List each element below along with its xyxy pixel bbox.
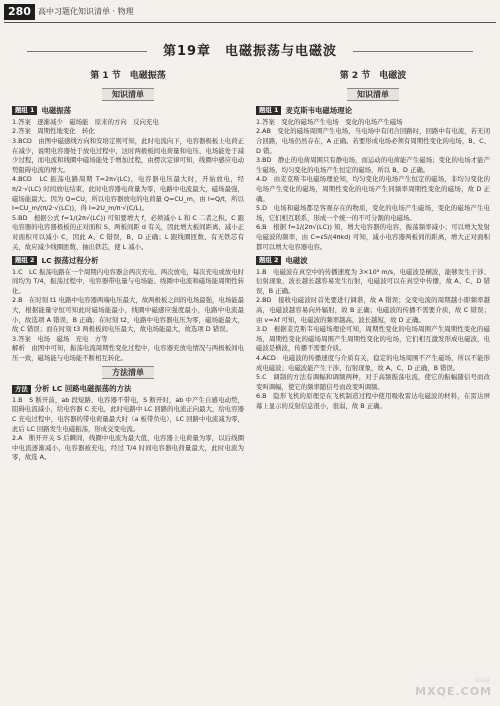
answer-paragraph: 4.ACD 电磁波的传播速度与介质有关，稳定的电场周围不产生磁场，所以不能形成电磁波；电磁波能产生干涉、衍射现象，故 A、C、D 正确，B 错误。 [256,354,490,372]
chapter-heading [0,40,500,59]
answer-paragraph: 4.BCD LC 振荡电路周期 T=2π√(LC)，电容器电压最大时，开始放电，经 π/2·√(LC) 时间放电结束，此时电容器电荷量为零，电路中电流最大，磁场最强，磁场能最大。因为 Q=CU，所以电容器放电的电荷量 Q=CU_m，由 I=Q/t，所以 I=CU_m/(π/2·√(LC))，得 I=2U_m/π·√(C/L)。 [12,175,244,213]
answer-paragraph: 2.BD 接收电磁波时首先要进行调谐，故 A 错误；交变电流的周期越小即频率越高，电磁波越容易向外辐射，故 B 正确；电磁波的传播不需要介质，故 C 错误；由 v=λf 可知，电磁波的频率越高，波长越短，故 D 正确。 [256,296,490,324]
topic-header [256,106,490,116]
topic-tag: 题组 1 [12,106,37,115]
left-column [12,70,244,463]
topic-tag: 题组 2 [12,256,37,265]
section-title-right: 第 2 节 电磁波 [339,71,407,81]
right-column [256,70,490,412]
answer-paragraph: 1.B 电磁波在真空中的传播速度为 3×10⁸ m/s，电磁波是横波，能够发生干涉、衍射现象，波长越长越容易发生衍射，电磁波可以在真空中传播，故 A、C、D 错误，B 正确。 [256,267,490,295]
topic-header [12,384,244,394]
knowledge-banner-left: 知识清单 [12,88,244,102]
answer-paragraph: 3.BD 静止的电荷周围只有静电场，而运动的电荷能产生磁场；变化的电场才能产生磁场，均匀变化的电场产生恒定的磁场，所以 B、D 正确。 [256,156,490,174]
topic-tag: 方法 [12,385,31,394]
topic-header [256,256,490,266]
answer-paragraph: 3.BCD 由图中磁感线方向和安培定则可知，此时电流向下，电容器极板上电荷正在减少，说明电容器处于放电过程中，这时两极板间电荷量和电压、电场能处于减少过程，而电流和线圈中磁场能处于增加过程，由楞次定律可知，线圈中感应电动势阻碍电流的增大。 [12,136,244,174]
answer-paragraph: 4.D 由麦克斯韦电磁场理论知，均匀变化的电场产生恒定的磁场，非均匀变化的电场产生变化的磁场，周期性变化的电场产生同频率周期性变化的磁场，故 D 正确。 [256,175,490,203]
watermark-sub: 答案圈 [474,678,490,684]
topic-header [12,106,244,116]
watermark-text: MXQE.COM [415,685,492,698]
chapter-line-left [27,51,147,52]
topic-title: 电磁波 [285,256,308,266]
chapter-title: 第19章 电磁振荡与电磁波 [162,44,338,59]
topic-title: LC 振荡过程分析 [41,256,99,266]
answer-paragraph: 2.A 断开开关 S 后瞬间，线圈中电流为最大值，电容器上电荷量为零，以后线圈中电流逐渐减小，电容器被充电，经过 T/4 时间电容器电荷量最大，此时电流为零，故选 A。 [12,434,244,462]
topic-tag: 题组 2 [256,256,281,265]
answer-paragraph: 3.答案 电场 磁场 充电 方等 [12,334,108,343]
answer-paragraph: 1.答案 变化的磁场产生电场 变化的电场产生磁场 [256,117,403,126]
knowledge-banner-right: 知识清单 [256,88,490,102]
chapter-line-right [353,51,473,52]
site-watermark [408,664,494,700]
answer-paragraph: 2.AB 变化的磁场周围产生电场，当电场中有闭合回路时，回路中有电流，若无闭合回路，电场仍然存在，A 正确。若要形成电场必须有周期性变化的电场，B、C、D 错。 [256,127,490,155]
topic-title: 麦克斯韦电磁场理论 [285,106,352,116]
header-rule [4,22,496,23]
answer-paragraph: 3.D 根据麦克斯韦电磁场理论可知，周期性变化的电场周围产生周期性变化的磁场，周期性变化的磁场周围产生周期性变化的电场，它们相互激发形成电磁波，电磁波是横波，传播不需要介质。 [256,325,490,353]
topic-header [12,256,244,266]
answer-paragraph: 2.答案 周期性地变化 转化 [12,127,95,136]
answer-paragraph: 6.B 隐形飞机的原理是在飞机制造过程中使用吸收雷达电磁波的材料，在雷达屏幕上显示的反射信息很小，很弱，故 B 正确。 [256,392,490,410]
answer-paragraph: 解析 由图中可知，振荡电流周期性变化过程中，电容器充放电情况与两极板间电压一致，磁场能与电场能不断相互转化。 [12,344,244,363]
section-title-left: 第 1 节 电磁振荡 [90,71,166,81]
method-banner: 方法清单 [12,366,244,380]
answer-paragraph: 1.答案 逐渐减少 磁场能 原来的方向 反向充电 [12,117,159,126]
topic-tag: 题组 1 [256,106,281,115]
page-number: 280 [4,4,35,20]
answer-paragraph: 1.B S 断开前，ab 段短路，电容器不带电，S 断开时，ab 中产生自感电动势，阻碍电流减小，给电容器 C 充电，此时电路中 LC 回路的电流正向最大，给电容器 C 充电过程中，电容器的带电荷量最大时（a 板带负电），LC 回路中电流减为零，此后 LC 回路发生电磁振荡，形成交变电流。 [12,395,244,433]
answer-paragraph: 2.B 在时刻 t1 电路中电容器两端电压最大，故两极板之间的电场最强，电场能最大，根据能量守恒可知此时磁场能最小，线圈中磁感应强度最小，电路中电流最小，故选项 A 错误，B 正确；在时刻 t2，电路中电容器电压为零，磁场能最大，故 C 错误；而在时刻 t3 两极板间电压最大，故电场能最大，故选项 D 错误。 [12,296,245,334]
answer-paragraph: 5.BD 根据公式 f=1/(2π√(LC)) 可知要增大 f，必须减小 L 和 C 二者之积。C 跟电容器的电容器极板的正对面积 S、两板间距 d 有关，因此增大板间距离、减小正对面积可以减小 C，因此 A、C 错误，B、D 正确；L 跟线圈匝数、有无铁芯有关，故应减少线圈匝数、抽出铁芯，使 L 减小。 [12,213,244,251]
answer-paragraph: 5.D 电场和磁场都是客观存在的物质，变化的电场产生磁场，变化的磁场产生电场，它们相互联系，形成一个统一的不可分割的电磁场。 [256,204,490,222]
answer-paragraph: 5.C 调制的方法有调幅和调频两种，对于高频振荡电流，使它的振幅随信号而改变叫调幅，使它的频率随信号而改变叫调频。 [256,373,490,391]
answer-paragraph: 1.C LC 振荡电路在一个周期内电容器会两次充电、两次放电，每次充电或放电时间均为 T/4，振荡过程中，电容器带电量与电场能、线圈中电流和磁场能周期性转化。 [12,267,244,295]
topic-title: 分析 LC 回路电磁振荡的方法 [34,384,132,394]
page-header [0,0,500,24]
answer-paragraph: 6.B 根据 f=1/(2π√(LC)) 知，增大电容器的电容，振荡频率减小；可以增大发射电磁波的频率，由 C=εS/(4πkd) 可知，减小电容器两板间的距离，增大正对面积都可以增大电容器电容。 [256,223,490,251]
running-head: 高中习题化知识清单 · 物理 [38,7,134,16]
topic-title: 电磁振荡 [41,106,72,116]
